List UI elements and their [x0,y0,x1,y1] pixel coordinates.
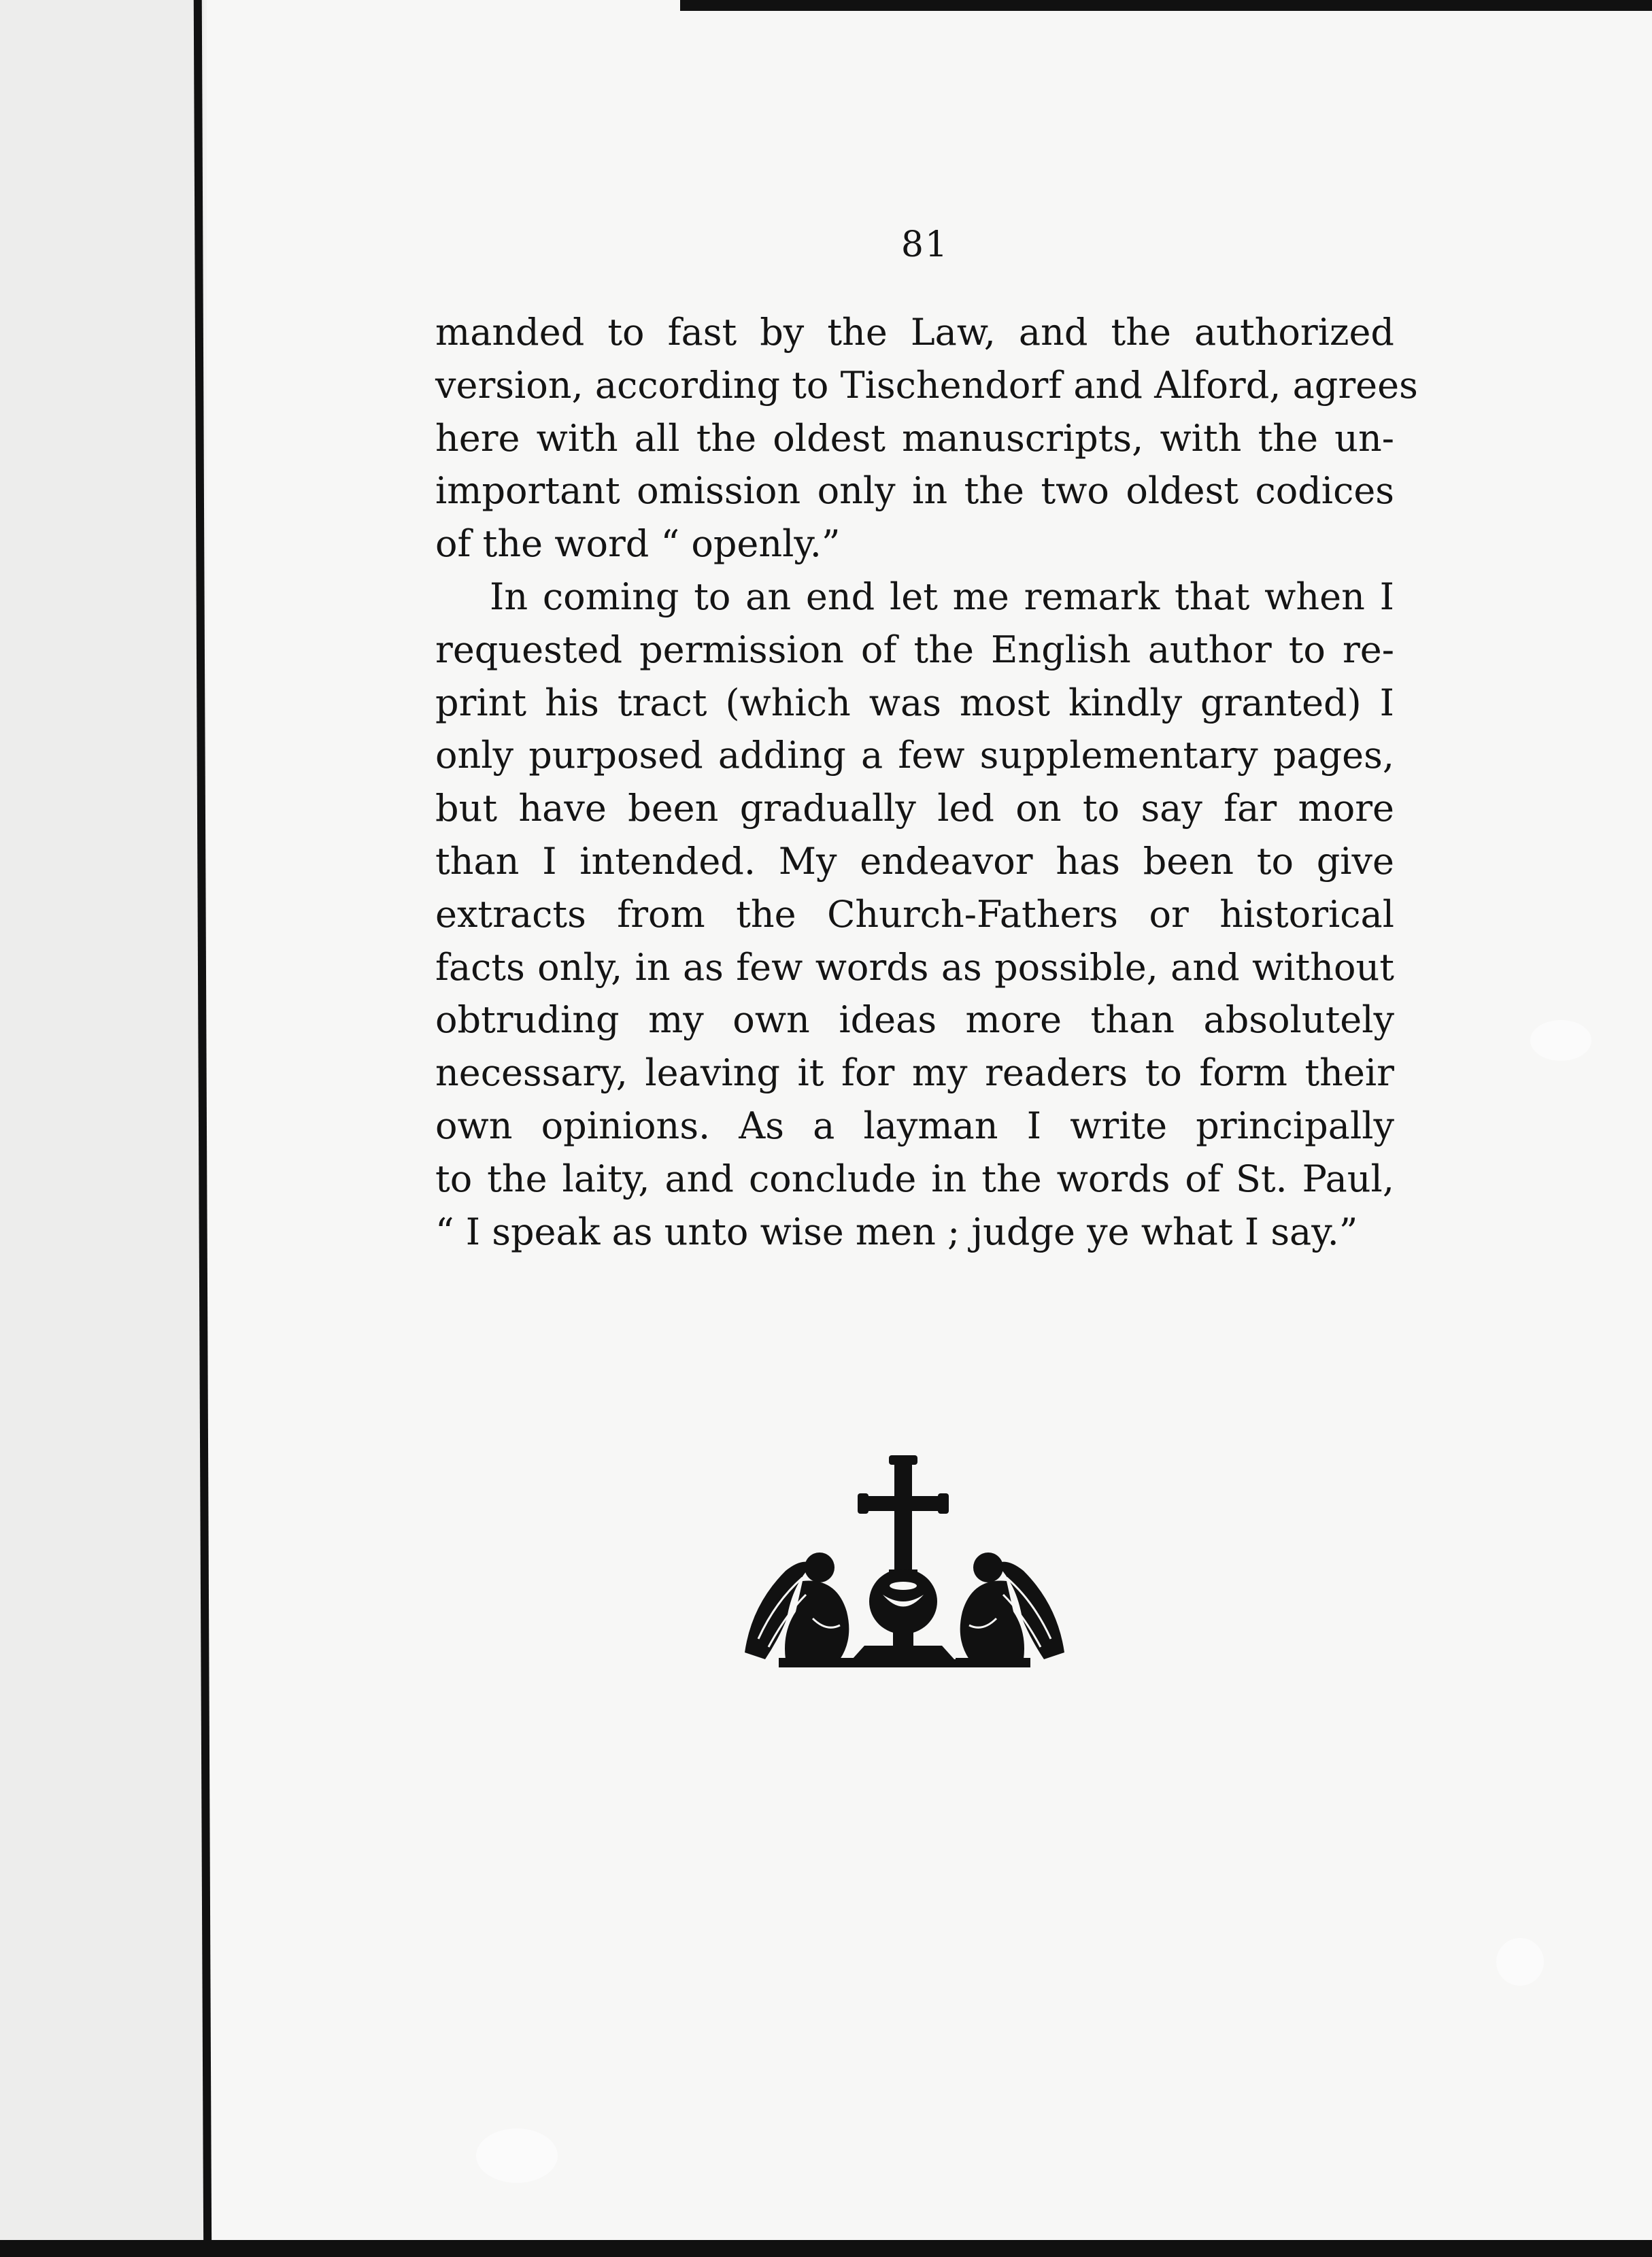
text-line: of the word “ openly.” [435,522,841,566]
page-number: 81 [900,224,949,265]
body-text [435,306,1418,1258]
scan-top-border [680,0,1652,11]
text-line: than I intended. My endeavor has been to give [435,839,1394,883]
text-line: to the laity, and conclude in the words of St. Paul, [435,1157,1394,1200]
text-line: facts only, in as few words as possible, and without [435,945,1394,989]
paragraph-closing [435,571,1394,1258]
text-line: obtruding my own ideas more than absolutely [435,998,1394,1042]
cross-with-kneeling-angels-icon [738,1455,1071,1673]
text-line: “ I speak as unto wise men ; judge ye what I say.” [435,1210,1358,1253]
text-line: important omission only in the two oldest codices [435,469,1394,513]
text-line: own opinions. As a layman I write principally [435,1104,1394,1147]
facing-page-margin [0,0,204,2257]
text-line: only purposed adding a few supplementary pages, [435,734,1394,777]
paper-spot [1496,1938,1544,1986]
paragraph-continuation [435,306,1418,571]
text-line: here with all the oldest manuscripts, with the un- [435,416,1394,460]
paper-spot [476,2128,558,2183]
scan-bottom-border [0,2240,1652,2257]
text-line: requested permission of the English author to re- [435,628,1394,671]
text-line: but have been gradually led on to say far more [435,787,1394,830]
text-line: manded to fast by the Law, and the authorized [435,311,1394,354]
text-line: version, according to Tischendorf and Alford, agrees [435,363,1418,407]
text-line: In coming to an end let me remark that when I [490,575,1394,618]
paper-spot [1530,1020,1591,1061]
text-line: extracts from the Church-Fathers or historical [435,892,1394,936]
text-line: necessary, leaving it for my readers to form their [435,1051,1394,1095]
text-line: print his tract (which was most kindly granted) I [435,681,1394,724]
